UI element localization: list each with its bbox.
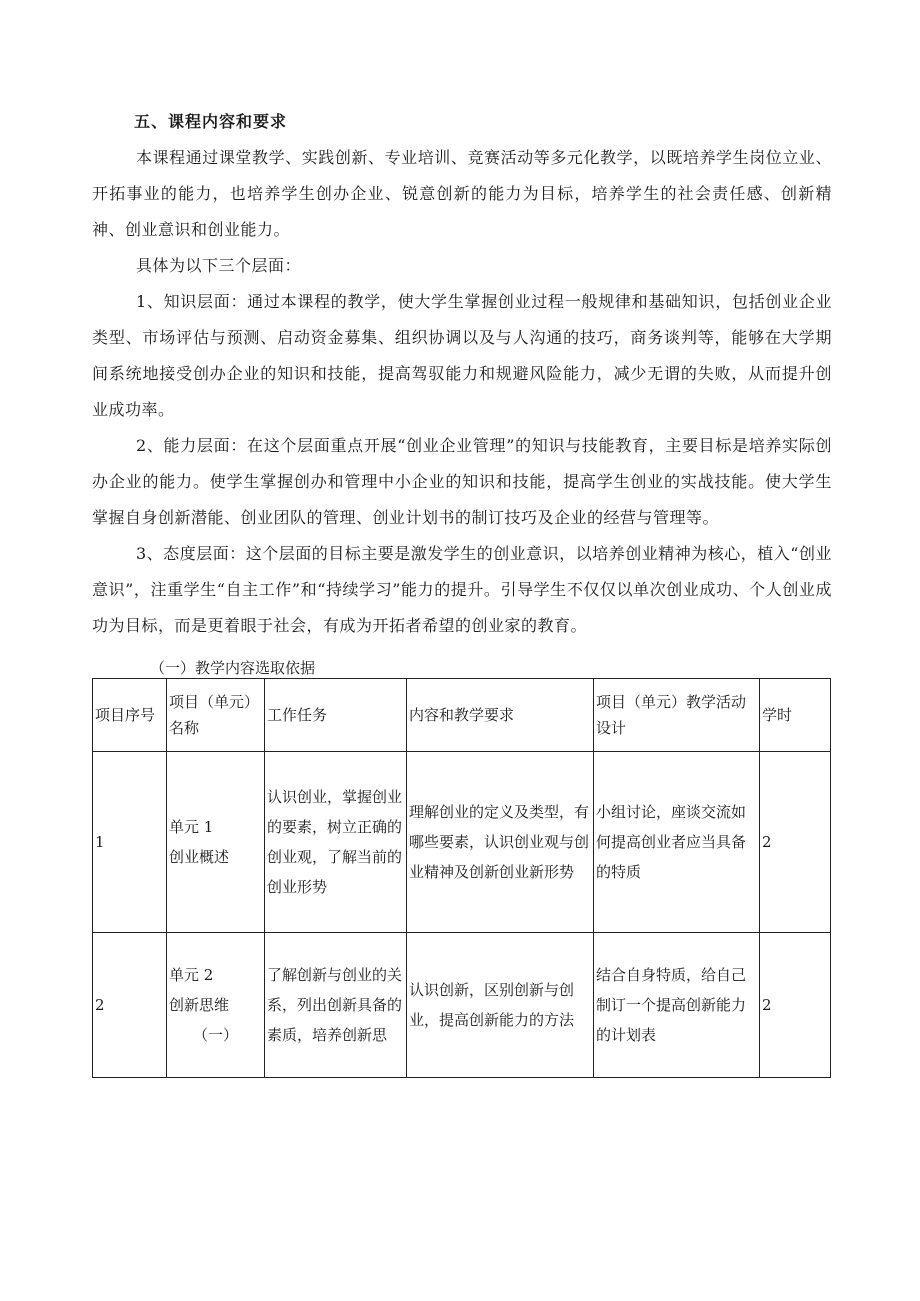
paragraph-ability-level: 2、能力层面：在这个层面重点开展“创业企业管理”的知识与技能教育，主要目标是培养实际创办企业的能力。使学生掌握创办和管理中小企业的知识和技能，提高学生创业的实战技能。使大学生掌握自身创新潜能、创业团队的管理、创业计划书的制订技巧及企业的经营与管理等。: [92, 436, 832, 527]
row-unit-name: [167, 933, 265, 1078]
row-content: 认识创新，区别创新与创业，提高创新能力的方法: [407, 933, 594, 1078]
row-work-task: 了解创新与创业的关系，列出创新具备的素质，培养创新思: [265, 933, 407, 1078]
unit-title: 创新思维: [169, 996, 230, 1014]
row-content: 理解创业的定义及类型，有哪些要素，认识创业观与创业精神及创新创业新形势: [407, 752, 594, 933]
header-activity-design: 项目（单元）教学活动设计: [594, 679, 760, 752]
unit-label: 单元 2: [169, 966, 214, 984]
header-work-task: 工作任务: [265, 679, 407, 752]
table-row: [93, 752, 831, 933]
table-row: [93, 933, 831, 1078]
row-work-task: 认识创业，掌握创业的要素，树立正确的创业观，了解当前的创业形势: [265, 752, 407, 933]
unit-title: 创业概述: [169, 848, 230, 866]
section-heading: 五、课程内容和要求: [134, 112, 288, 131]
paragraph-intro: 本课程通过课堂教学、实践创新、专业培训、竞赛活动等多元化教学，以既培养学生岗位立业、开拓事业的能力，也培养学生创办企业、锐意创新的能力为目标，培养学生的社会责任感、创新精神、创业意识和创业能力。: [92, 148, 832, 239]
row-hours: 2: [760, 752, 831, 933]
row-hours: 2: [760, 933, 831, 1078]
paragraph-attitude-level: 3、态度层面：这个层面的目标主要是激发学生的创业意识，以培养创业精神为核心，植入“创业意识”，注重学生“自主工作”和“持续学习”能力的提升。引导学生不仅仅以单次创业成功、个人创业成功为目标，而是更着眼于社会，有成为开拓者希望的创业家的教育。: [92, 544, 832, 635]
table-header-row: [93, 679, 831, 752]
table-title: （一）教学内容选取依据: [150, 659, 316, 677]
row-number: 1: [93, 752, 167, 933]
row-activity: 小组讨论，座谈交流如何提高创业者应当具备的特质: [594, 752, 760, 933]
row-activity: 结合自身特质，给自己制订一个提高创新能力的计划表: [594, 933, 760, 1078]
paragraph-knowledge-level: 1、知识层面：通过本课程的教学，使大学生掌握创业过程一般规律和基础知识，包括创业企业类型、市场评估与预测、启动资金募集、组织协调以及与人沟通的技巧，商务谈判等，能够在大学期间系统地接受创办企业的知识和技能，提高驾驭能力和规避风险能力，减少无谓的失败，从而提升创业成功率。: [92, 292, 832, 419]
unit-subtitle: （一）: [192, 1026, 238, 1044]
header-unit-name: 项目（单元）名称: [167, 679, 265, 752]
header-project-number: 项目序号: [93, 679, 167, 752]
header-hours: 学时: [760, 679, 831, 752]
header-content-requirements: 内容和教学要求: [407, 679, 594, 752]
row-number: 2: [93, 933, 167, 1078]
course-content-table: [92, 678, 831, 1078]
paragraph-levels: 具体为以下三个层面：: [136, 256, 302, 275]
row-unit-name: [167, 752, 265, 933]
unit-label: 单元 1: [169, 818, 214, 836]
